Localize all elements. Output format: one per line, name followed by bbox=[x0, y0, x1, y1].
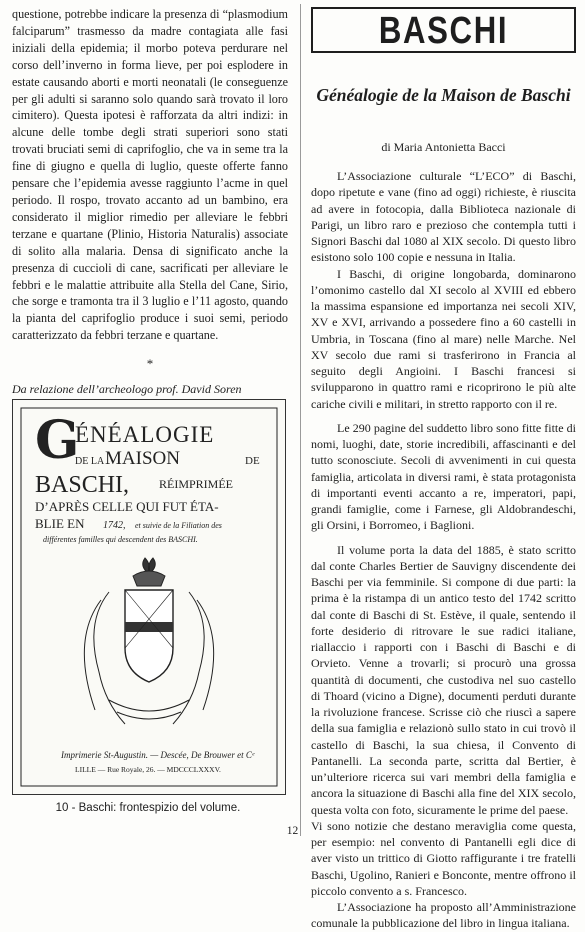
article-paragraph: L’Associazione ha proposto all’Amministrazione comunale la pubblicazione del libro in lingua italiana. bbox=[311, 900, 576, 931]
figure-address: LILLE — Rue Royale, 26. — MDCCCLXXXV. bbox=[75, 765, 221, 774]
article-paragraph: Vi sono notizie che destano meraviglia come questa, per esempio: nel convento di Pantanelli egli dice di aver visto un trittico di Giotto raffigurante i tre fratelli Baschi, Ugolino, Ranieri e Bonconte, mentre offrono il piccolo convento a s. Francesco. bbox=[311, 818, 576, 898]
figure-line6: différentes familles qui descendent des BASCHI. bbox=[43, 535, 198, 544]
figure-line3-tail: RÉIMPRIMÉE bbox=[159, 477, 234, 491]
article-paragraph: Le 290 pagine del suddetto libro sono fitte fitte di nomi, luoghi, date, storie incredibili, affascinanti e del tutto sconosciute. Secoli di avvenimenti in cui questa famiglia, articolata in diversi rami, è stata protagonista di importanti eventi accanto a re, imperatori, papi, grandi famiglie, come i Farnese, gli Aldobrandeschi, gli Orsini, i Borromeo, i Baglioni. bbox=[311, 420, 576, 533]
figure-line2-tail: DE bbox=[245, 455, 260, 467]
figure-line2-small: DE LA bbox=[75, 456, 105, 467]
figure-line3-big: BASCHI, bbox=[35, 472, 130, 498]
figure-initial: G bbox=[35, 410, 80, 471]
figure-caption: 10 - Baschi: frontespizio del volume. bbox=[55, 802, 241, 814]
article-paragraph: Il volume porta la data del 1885, è stato scritto dal conte Charles Bertier de Sauvigny discendente dei Baschi per via femminile. Si compone di due parti: la prima è la ristampa di un antico testo del 1742 scritto dal conte di Baschi di St. Estève, il quale, sentendo il forte desiderio di ritrovare le sue radici italiane, riallaccio i rapporti con i Baschi di Baschi e di Orvieto. Venne a trovarli; si procurò una grossa quantità di documenti, che custodiva nel suo castello di Thoard (vicino a Digne), documenti perduti durante la rivoluzione francese. Scrisse ciò che riuscì a sapere della sua famiglia e relazionò sullo stato in cui trovò il castello di Baschi, la sua chiesa, il Convento di Pantanelli. La seconda parte, scritta dal Bertier, è un’ulteriore ricerca sui vari membri della famiglia e ancora la situazione di Baschi alla fine del XIX secolo, questa volta con foto, sicuramente le prime del paese. bbox=[311, 542, 576, 817]
figure-printer: Imprimerie St-Augustin. — Descée, De Brouwer et Cᵉ bbox=[61, 750, 255, 760]
figure-line5-rest: et suivie de la Filiation des bbox=[135, 521, 222, 530]
article-body bbox=[311, 168, 576, 932]
left-column bbox=[12, 6, 288, 430]
page-number: 12 bbox=[286, 825, 299, 837]
frontispiece-image bbox=[13, 400, 285, 794]
column-divider bbox=[300, 4, 301, 836]
figure-line4: D’APRÈS CELLE QUI FUT ÉTA- bbox=[35, 499, 219, 514]
section-separator: * bbox=[146, 356, 154, 372]
section-header-box bbox=[311, 7, 576, 53]
left-paragraph: questione, potrebbe indicare la presenza di “plasmodium falciparum” trasmesso da madre contagiata alle fasi iniziali della epidemia; il morbo poteva perdurare nel corso dell’inverno in forma lieve, per poi esplodere in estate causando aborti e morti neonatali (le conseguenze per gli adulti si saranno solo quando sarà trovato il loro cimitero). Questa ipotesi è rafforzata da altri indizi: in alcune delle tombe degli strati superiori sono stati trovati bruciati semi di caprifoglio, che va in seme tra la fine di giugno e quella di luglio, queste offerte fanno pensare che l’epidemia avesse raggiunto l’acme in quel periodo. Il rospo, trovato accanto ad un bambino, era considerato il miglior rimedio per alleviare le febbri terzane e quartane (Plinio, Historia Naturalis) associate di solito alla malaria. Densa di significato anche la presenza di cuccioli di cane, sacrificati per alleviare le febbri e le malattie attribuite alla Stella del Cane, Sirio, che sorge e tramonta tra il 3 luglio e l’11 agosto, quando la pianta del caprifoglio produce i suoi semi, periodo caratterizzato da febbri terzane e quartane. bbox=[12, 7, 288, 343]
figure-line5-year: 1742, bbox=[103, 520, 126, 531]
source-note: Da relazione dell’archeologo prof. David Soren bbox=[12, 382, 242, 397]
article-author: di Maria Antonietta Bacci bbox=[381, 140, 506, 154]
article-paragraph: I Baschi, di origine longobarda, dominarono l’omonimo castello dal XI secolo al XVIII ed ebbero la massima espansione ed importanza nei secoli XIV, XV e XVI, arrivando a possedere fino a 60 castelli in Umbria, in Toscana (fino al mare) nelle Marche. Nel XV secolo due rami si trasferirono in Francia al seguito degli Angioini. I Baschi francesi si svilupparono in quattro rami e ricoprirono le più alte cariche civili e militari, in stretto rapporto con il re. bbox=[311, 266, 576, 411]
article-title: Généalogie de la Maison de Baschi bbox=[316, 85, 571, 105]
section-header: BASCHI bbox=[378, 10, 509, 52]
article-paragraph: L’Associazione culturale “L’ECO” di Baschi, dopo ripetute e vane (fino ad oggi) richieste, è riuscita ad avere in fotocopia, dalla Biblioteca nazionale di Parigi, un libro raro e prezioso che contempla tutti i Signori Baschi dal 1080 al XIX secolo. Di questo libro esistono solo 100 copie e nessuna in Italia. bbox=[311, 169, 576, 265]
figure-line2-big: MAISON bbox=[105, 448, 180, 469]
figure-line1: ÉNÉALOGIE bbox=[75, 422, 215, 447]
frontispiece-figure bbox=[12, 399, 286, 795]
figure-line5-big: BLIE EN bbox=[35, 516, 85, 531]
coat-of-arms-emblem bbox=[84, 558, 213, 724]
